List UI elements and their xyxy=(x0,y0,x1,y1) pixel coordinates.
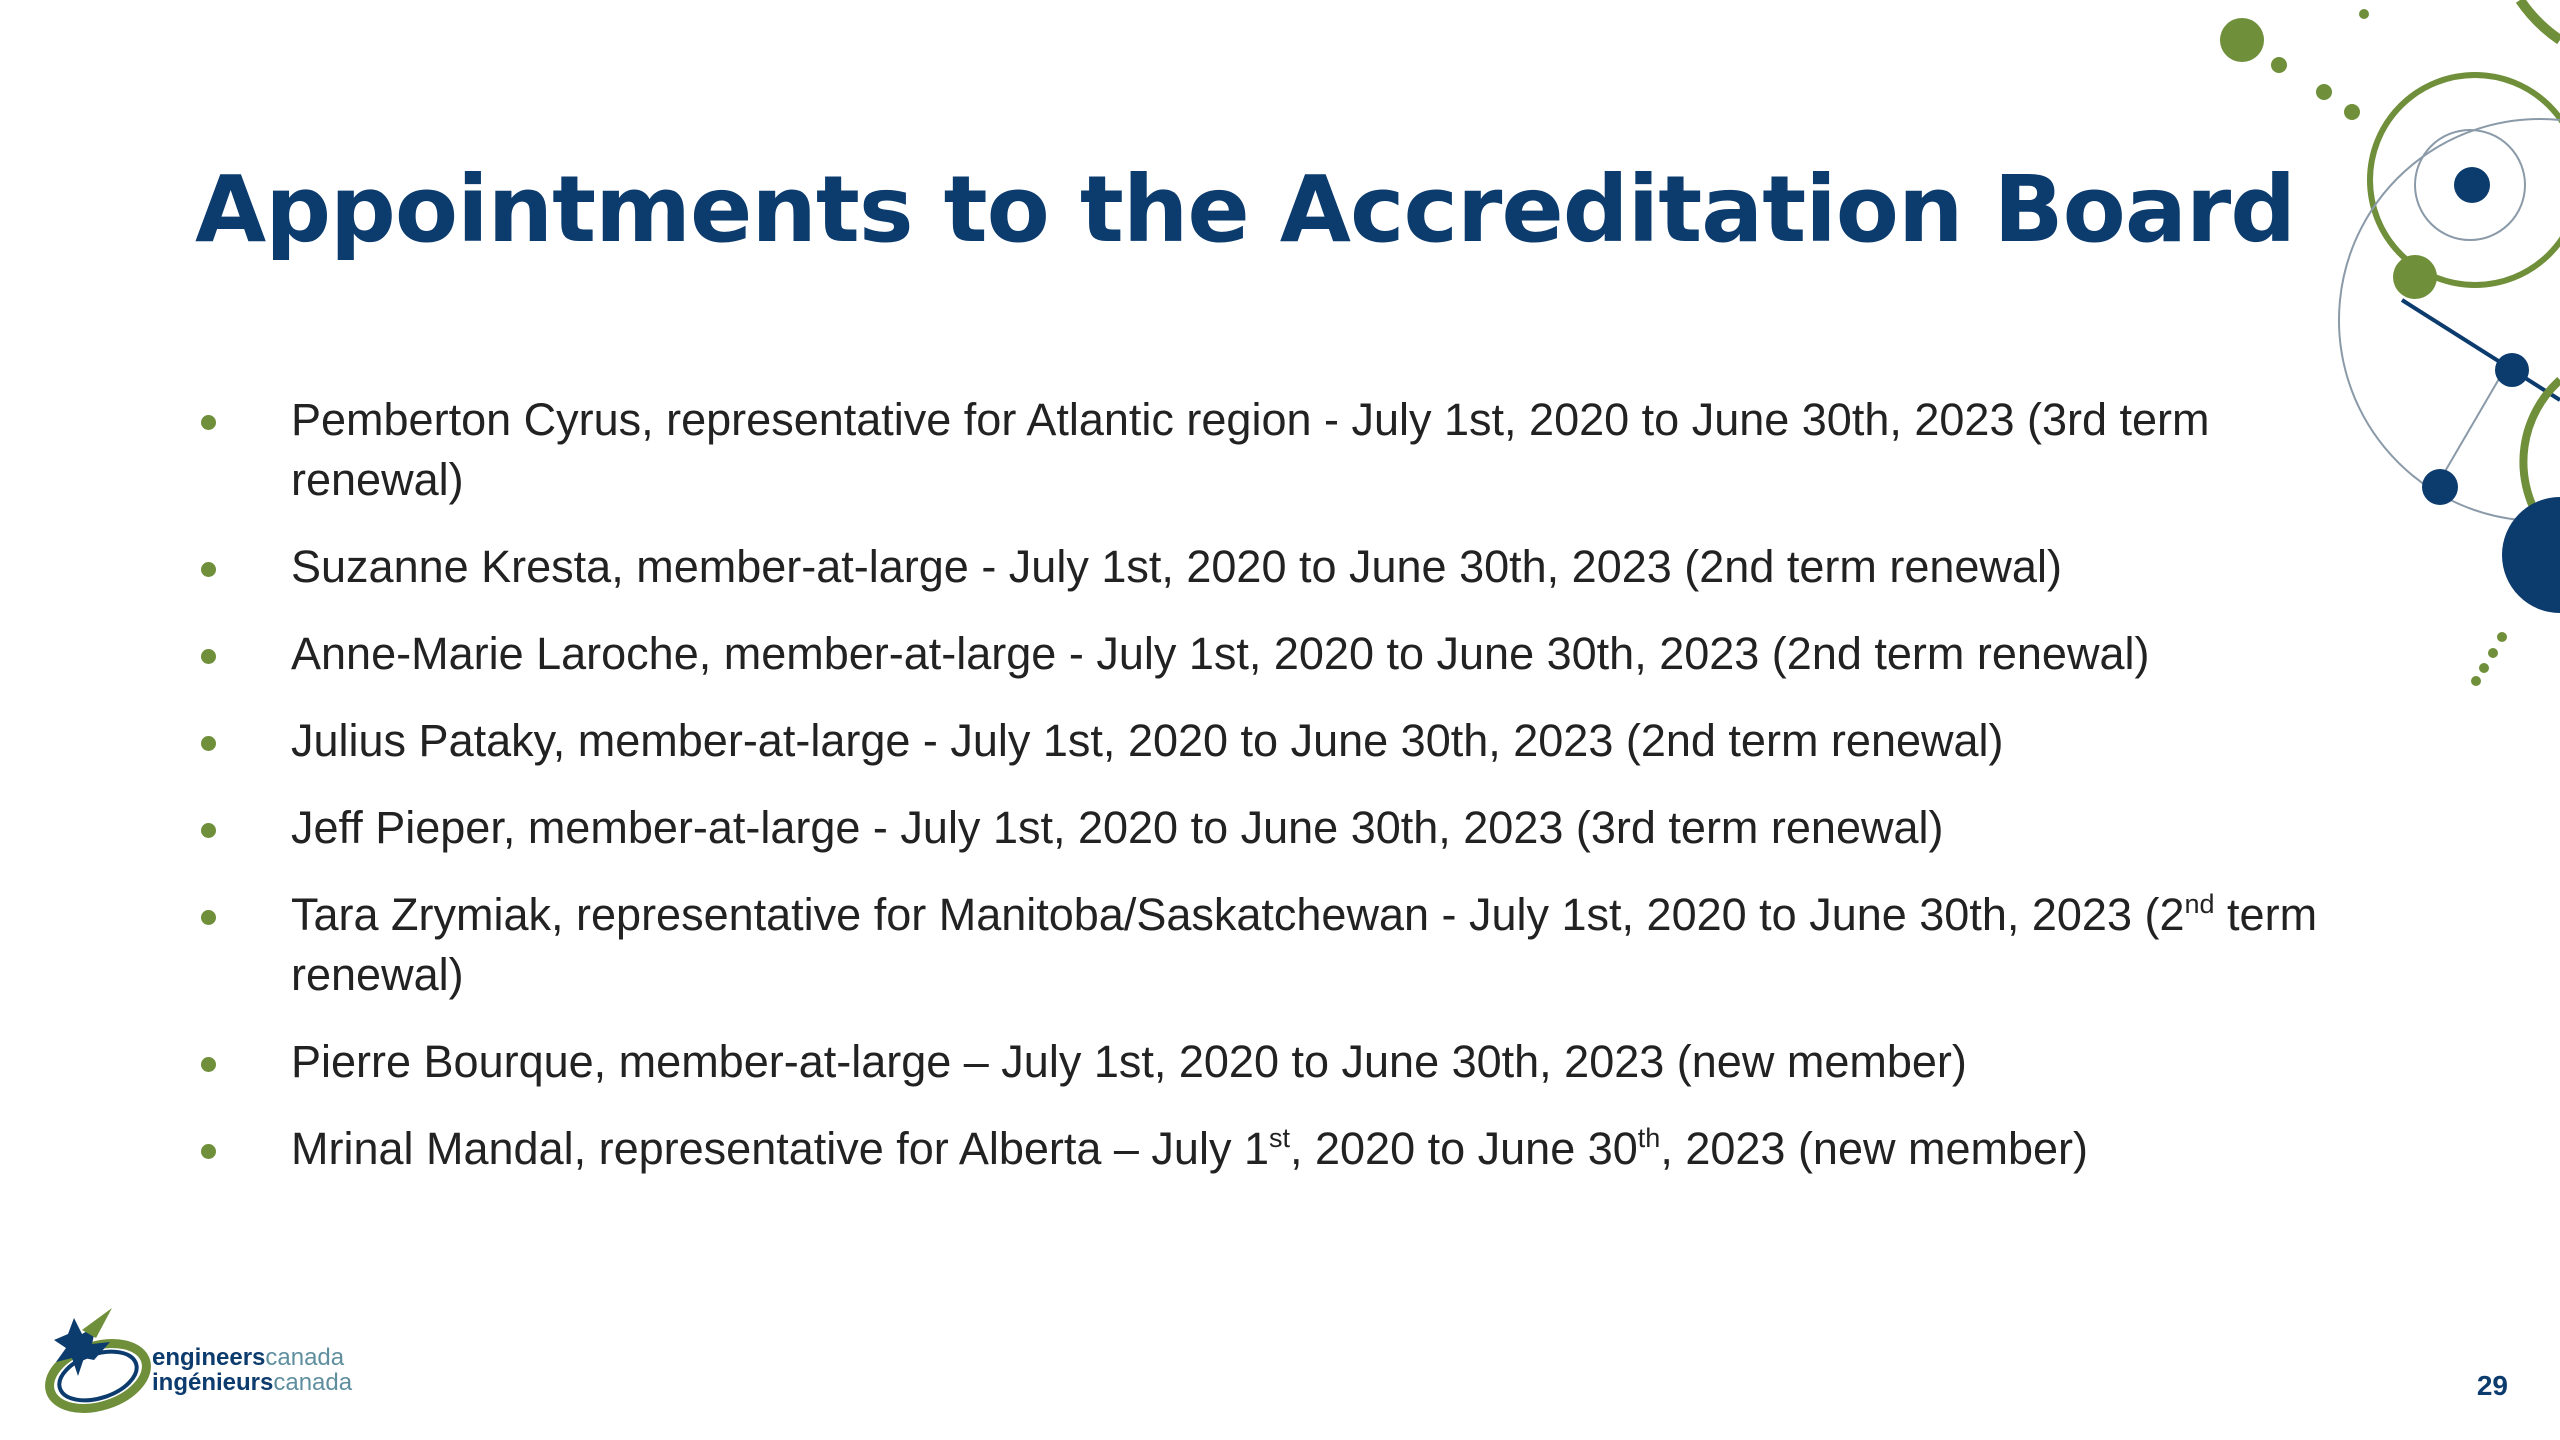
bullet-dot-icon xyxy=(201,562,216,577)
list-item-text-part: Tara Zrymiak, representative for Manitoba/Saskatchewan - July 1st, 2020 to June 30th, 2023 (2 xyxy=(291,889,2185,940)
logo-line-french xyxy=(152,1370,352,1395)
bullet-dot-icon xyxy=(201,649,216,664)
page-number: 29 xyxy=(2476,1370,2508,1401)
list-item-text-part: , 2023 (new member) xyxy=(1660,1123,2089,1174)
logo-line2-light: canada xyxy=(273,1369,353,1396)
list-item xyxy=(195,1032,2335,1092)
list-item xyxy=(195,390,2335,510)
list-item-text: Anne-Marie Laroche, member-at-large - July 1st, 2020 to June 30th, 2023 (2nd term renewal) xyxy=(291,628,2150,679)
slide-title: Appointments to the Accreditation Board xyxy=(195,156,2296,263)
logo-wordmark xyxy=(152,1345,352,1395)
list-item-text: Pierre Bourque, member-at-large – July 1st, 2020 to June 30th, 2023 (new member) xyxy=(291,1036,1967,1087)
bullet-dot-icon xyxy=(201,1144,216,1159)
logo-line-english xyxy=(152,1345,352,1370)
superscript: nd xyxy=(2184,889,2215,919)
list-item-text: Jeff Pieper, member-at-large - July 1st, 2020 to June 30th, 2023 (3rd term renewal) xyxy=(291,802,1944,853)
list-item xyxy=(195,885,2335,1005)
list-item-text-part: , 2020 to June 30 xyxy=(1290,1123,1638,1174)
engineers-canada-maple-swoosh-icon xyxy=(34,1300,154,1420)
bullet-dot-icon xyxy=(201,910,216,925)
list-item-text xyxy=(291,1123,2088,1174)
list-item-text xyxy=(291,889,2317,1000)
list-item-text-part: Mrinal Mandal, representative for Alberta – July 1 xyxy=(291,1123,1269,1174)
list-item-text-part: term renewal) xyxy=(291,889,2318,1000)
list-item xyxy=(195,798,2335,858)
appointments-list xyxy=(195,390,2335,1206)
bullet-dot-icon xyxy=(201,823,216,838)
list-item-text: Pemberton Cyrus, representative for Atlantic region - July 1st, 2020 to June 30th, 2023 (3rd term renewal) xyxy=(291,394,2210,505)
list-item xyxy=(195,537,2335,597)
list-item xyxy=(195,624,2335,684)
bullet-dot-icon xyxy=(201,736,216,751)
list-item-text: Julius Pataky, member-at-large - July 1st, 2020 to June 30th, 2023 (2nd term renewal) xyxy=(291,715,2004,766)
engineers-canada-logo xyxy=(34,1300,374,1420)
list-item xyxy=(195,1119,2335,1179)
superscript: th xyxy=(1637,1123,1661,1153)
superscript: st xyxy=(1268,1123,1290,1153)
bullet-dot-icon xyxy=(201,1057,216,1072)
logo-line2-bold: ingénieurs xyxy=(152,1369,274,1396)
list-item-text: Suzanne Kresta, member-at-large - July 1st, 2020 to June 30th, 2023 (2nd term renewal) xyxy=(291,541,2062,592)
bullet-dot-icon xyxy=(201,415,216,430)
list-item xyxy=(195,711,2335,771)
logo-line1-light: canada xyxy=(265,1344,345,1371)
logo-line1-bold: engineers xyxy=(152,1344,266,1371)
